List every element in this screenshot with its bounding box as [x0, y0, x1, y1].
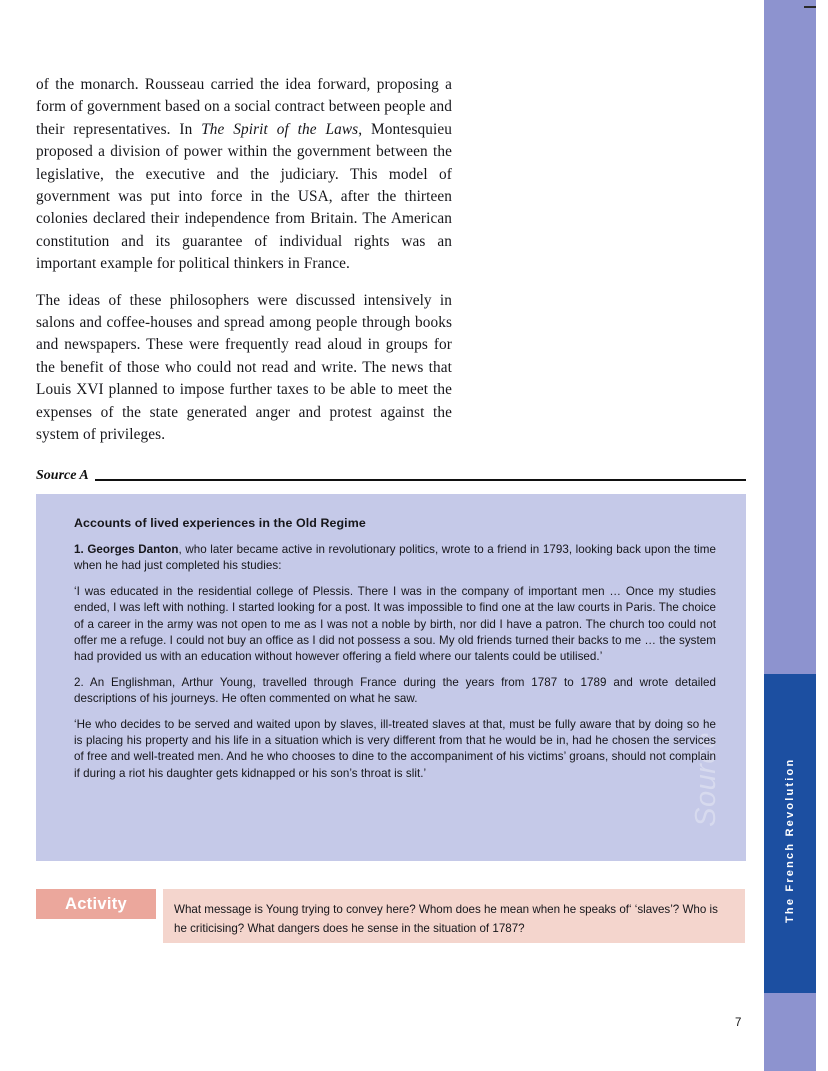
activity-question-text: What message is Young trying to convey here? Whom does he mean when he speaks of‘ ‘slaves’? Who is he criticising? What dangers does he sense in the situation of 1787? — [174, 903, 718, 935]
paragraph-1: of the monarch. Rousseau carried the idea forward, proposing a form of government based on a social contract between people and their representatives. In The Spirit of the Laws, Montesquieu proposed a division of power within the government between the legislative, the executive and the judiciary. This model of government was put into force in the USA, after the thirteen colonies declared their independence from Britain. The American constitution and its guarantee of individual rights was an important example for political thinkers in France. — [36, 76, 452, 273]
source-a-quote-2: ‘He who decides to be served and waited upon by slaves, ill-treated slaves at that, must be fully aware that by doing so he is placing his property and his life in a situation which is very different from that he would be in, had he chosen the services of free and well-treated men. And he who chooses to dine to the accompaniment of his victims’ groans, should not complain if during a riot his daughter gets kidnapped or his son’s throat is slit.’ — [74, 717, 716, 780]
source-a-label: Source A — [36, 468, 89, 483]
paragraph-2: The ideas of these philosophers were discussed intensively in salons and coffee-houses and spread among people through books and newspapers. These were frequently read aloud in groups for the benefit of those who could not read and write. The news that Louis XVI planned to impose further taxes to be able to meet the expenses of the state generated anger and protest against the system of privileges. — [36, 291, 452, 444]
activity-section — [36, 889, 746, 943]
top-corner-mark — [804, 6, 816, 8]
danton-name: 1. Georges Danton — [74, 543, 179, 556]
activity-box — [163, 889, 745, 943]
source-a-content — [36, 494, 746, 792]
source-watermark: Source — [690, 732, 722, 827]
page-number: 7 — [735, 1017, 742, 1029]
book-title-spirit-of-the-laws: The Spirit of the Laws — [201, 120, 359, 138]
source-a-quote-1: ‘I was educated in the residential college of Plessis. There I was in the company of important men … Once my studies ended, I was left with nothing. I started looking for a post. It was impossible to find one at the law courts in Paris. The choice of a career in the army was not open to me as I was not a noble by birth, nor did I have a patron. The church too could not offer me a refuge. I could not buy an office as I did not possess a sou. My old friends turned their backs to me … the system had provided us with an education without however offering a field where our talents could be utilised.’ — [74, 584, 716, 664]
source-a-box — [36, 494, 746, 861]
chapter-tab-label: The French Revolution — [784, 757, 796, 923]
activity-tag-label: Activity — [64, 894, 127, 913]
danton-intro: , who later became active in revolutionary politics, wrote to a friend in 1793, looking back upon the time when he had just completed his studies: — [74, 543, 716, 573]
source-a-header — [36, 468, 746, 484]
page-content — [36, 74, 746, 447]
source-a-rule — [95, 479, 746, 481]
activity-tag — [36, 889, 156, 919]
body-column — [36, 74, 452, 447]
source-a-item-1 — [74, 542, 716, 575]
source-a-item-2: 2. An Englishman, Arthur Young, travelled through France during the years from 1787 to 1789 and wrote detailed descriptions of his journeys. He often commented on what he saw. — [74, 675, 716, 706]
source-a-title: Accounts of lived experiences in the Old Regime — [74, 516, 366, 530]
